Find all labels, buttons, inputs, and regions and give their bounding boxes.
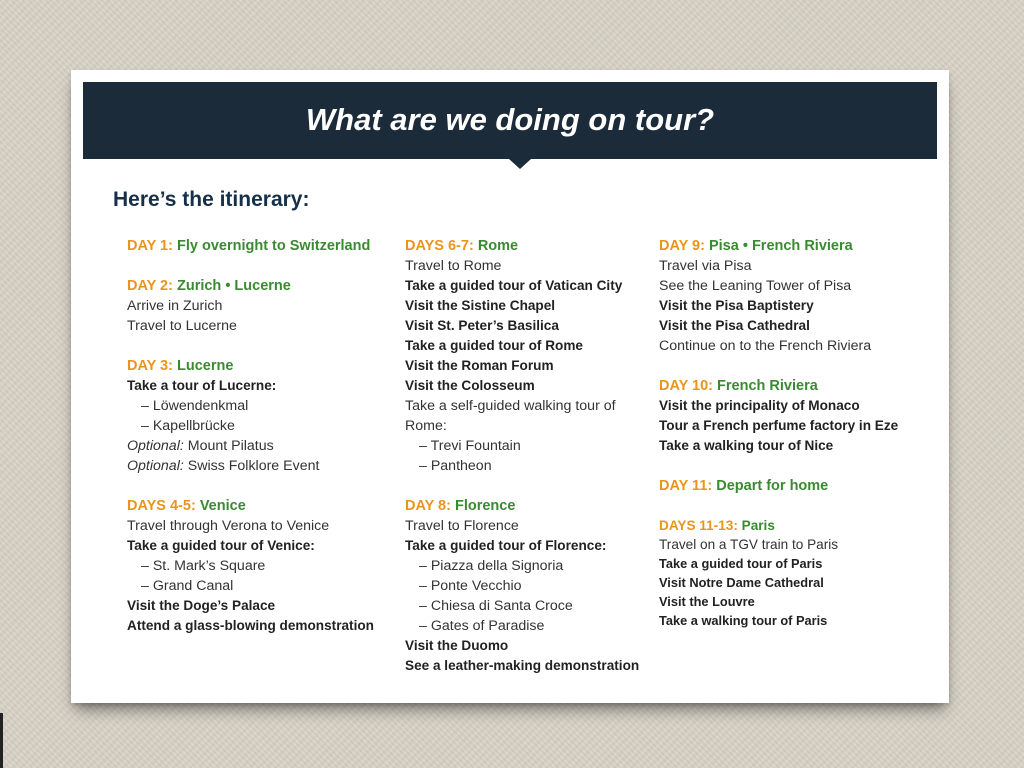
itinerary-item: Visit the Pisa Cathedral bbox=[659, 318, 810, 333]
day-label: DAYS 11-13: bbox=[659, 518, 738, 533]
day-label: DAYS 4-5: bbox=[127, 498, 196, 514]
day-label: DAY 2: bbox=[127, 278, 173, 294]
day-place: French Riviera bbox=[717, 378, 818, 394]
day-heading bbox=[405, 496, 655, 516]
day-label: DAY 8: bbox=[405, 498, 451, 514]
itinerary-subitem: – Trevi Fountain bbox=[419, 438, 521, 454]
day-heading bbox=[405, 236, 655, 256]
day-heading bbox=[659, 376, 944, 396]
itinerary-item: Take a self-guided walking tour of bbox=[405, 398, 616, 414]
itinerary-item: Attend a glass-blowing demonstration bbox=[127, 618, 374, 633]
itinerary-item: See the Leaning Tower of Pisa bbox=[659, 278, 852, 294]
optional-text: Mount Pilatus bbox=[187, 438, 274, 454]
day-heading bbox=[127, 356, 397, 376]
itinerary-item: Travel through Verona to Venice bbox=[127, 518, 330, 534]
day-place: Rome bbox=[477, 238, 519, 254]
itinerary-item: Take a tour of Lucerne: bbox=[127, 378, 277, 393]
itinerary-item: Take a guided tour of Venice: bbox=[127, 538, 315, 553]
itinerary-item: Visit the Colosseum bbox=[405, 378, 535, 393]
itinerary-item: Travel via Pisa bbox=[659, 258, 752, 274]
optional-item bbox=[127, 436, 397, 456]
itinerary-item: Travel on a TGV train to Paris bbox=[659, 537, 839, 552]
itinerary-item: Visit the Duomo bbox=[405, 638, 509, 653]
itinerary-item: Take a guided tour of Paris bbox=[659, 556, 823, 571]
optional-item bbox=[127, 456, 397, 476]
itinerary-item: Tour a French perfume factory in Eze bbox=[659, 418, 899, 433]
day-place: Zurich • Lucerne bbox=[176, 278, 291, 294]
banner-pointer bbox=[509, 159, 531, 169]
itinerary-item: Visit the Doge’s Palace bbox=[127, 598, 276, 613]
page-title: What are we doing on tour? bbox=[305, 102, 715, 137]
itinerary-subitem: – Löwendenkmal bbox=[141, 398, 249, 414]
day-label: DAYS 6-7: bbox=[405, 238, 474, 254]
day-place: Lucerne bbox=[176, 358, 234, 374]
day-heading bbox=[127, 236, 397, 256]
itinerary-item: Travel to Rome bbox=[405, 258, 502, 274]
itinerary-subitem: – Chiesa di Santa Croce bbox=[419, 598, 573, 614]
day-heading bbox=[659, 516, 944, 536]
itinerary-subitem: – Gates of Paradise bbox=[419, 618, 545, 634]
day-label: DAY 3: bbox=[127, 358, 173, 374]
optional-text: Swiss Folklore Event bbox=[187, 458, 320, 474]
day-heading bbox=[127, 496, 397, 516]
itinerary-item: Visit Notre Dame Cathedral bbox=[659, 575, 824, 590]
itinerary-item: Take a guided tour of Florence: bbox=[405, 538, 607, 553]
itinerary-item: Take a guided tour of Rome bbox=[405, 338, 583, 353]
itinerary-item: Continue on to the French Riviera bbox=[659, 338, 872, 354]
itinerary-column-2 bbox=[405, 236, 655, 676]
page-subtitle: Here’s the itinerary: bbox=[113, 188, 310, 211]
itinerary-item: Take a walking tour of Paris bbox=[659, 613, 828, 628]
day-label: DAY 10: bbox=[659, 378, 714, 394]
itinerary-item: Visit the Pisa Baptistery bbox=[659, 298, 814, 313]
day-place: Paris bbox=[741, 518, 775, 533]
title-banner bbox=[83, 82, 937, 159]
day-place: Pisa • French Riviera bbox=[708, 238, 853, 254]
itinerary-item: Travel to Florence bbox=[405, 518, 519, 534]
itinerary-subitem: – Piazza della Signoria bbox=[419, 558, 564, 574]
itinerary-column-3 bbox=[659, 236, 944, 630]
itinerary-item: Visit the Louvre bbox=[659, 594, 755, 609]
day-place: Florence bbox=[454, 498, 516, 514]
itinerary-column-1 bbox=[127, 236, 397, 636]
itinerary-item: Arrive in Zurich bbox=[127, 298, 223, 314]
itinerary-item: Travel to Lucerne bbox=[127, 318, 237, 334]
day-heading bbox=[659, 236, 944, 256]
itinerary-subitem: – St. Mark’s Square bbox=[141, 558, 266, 574]
optional-label: Optional: bbox=[127, 438, 184, 454]
itinerary-item: Take a guided tour of Vatican City bbox=[405, 278, 623, 293]
day-heading bbox=[659, 476, 944, 496]
itinerary-item: Visit the Roman Forum bbox=[405, 358, 554, 373]
itinerary-item: Rome: bbox=[405, 418, 447, 434]
itinerary-item: Visit the Sistine Chapel bbox=[405, 298, 556, 313]
itinerary-item: See a leather-making demonstration bbox=[405, 658, 640, 673]
day-place: Depart for home bbox=[716, 478, 829, 494]
itinerary-item: Visit St. Peter’s Basilica bbox=[405, 318, 559, 333]
day-heading bbox=[127, 276, 397, 296]
itinerary-card bbox=[71, 70, 949, 703]
frame-edge bbox=[0, 713, 3, 768]
itinerary-subitem: – Pantheon bbox=[419, 458, 492, 474]
itinerary-item: Take a walking tour of Nice bbox=[659, 438, 834, 453]
itinerary-subitem: – Ponte Vecchio bbox=[419, 578, 522, 594]
day-label: DAY 9: bbox=[659, 238, 705, 254]
optional-label: Optional: bbox=[127, 458, 184, 474]
day-label: DAY 1: bbox=[127, 238, 173, 254]
itinerary-subitem: – Kapellbrücke bbox=[141, 418, 235, 434]
day-place: Venice bbox=[199, 498, 246, 514]
day-place: Fly overnight to Switzerland bbox=[176, 238, 371, 254]
itinerary-item: Visit the principality of Monaco bbox=[659, 398, 860, 413]
day-label: DAY 11: bbox=[659, 478, 713, 494]
itinerary-subitem: – Grand Canal bbox=[141, 578, 234, 594]
